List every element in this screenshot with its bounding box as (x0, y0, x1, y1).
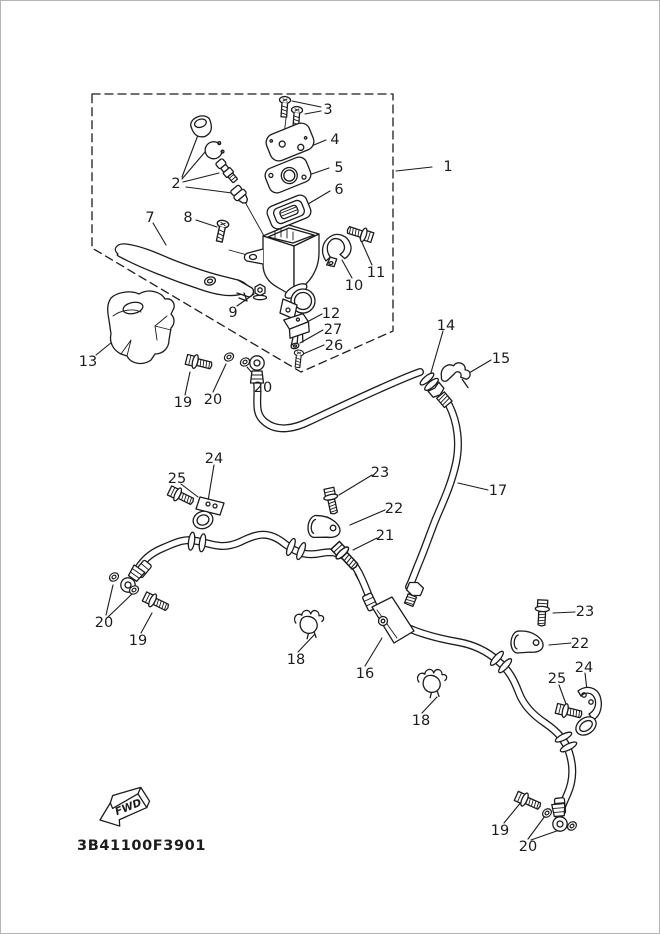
union-bolt-19 (185, 353, 214, 373)
callout-9: 9 (228, 305, 238, 321)
callout-14: 14 (436, 318, 456, 334)
callout-5: 5 (334, 160, 344, 176)
holder-bolt-23 (322, 487, 341, 515)
pipe-clamp-15 (440, 360, 472, 388)
handlebar-clamp-10 (320, 232, 354, 268)
diagram-canvas (1, 1, 660, 934)
fwd-arrow (93, 783, 154, 832)
brake-switch-12 (283, 313, 312, 346)
hose-holder-22 (510, 630, 544, 655)
callout-12: 12 (321, 306, 341, 322)
callout-27: 27 (323, 322, 343, 338)
lever-pivot-screw-8 (214, 219, 230, 242)
callout-19: 19 (128, 633, 148, 649)
pipe-joint-fitting (402, 580, 425, 608)
copper-washer-20 (541, 807, 553, 819)
bracket-bolt-25 (166, 484, 196, 508)
holder-bolt-23 (534, 600, 549, 627)
callout-25: 25 (167, 471, 187, 487)
part-code: 3B41100F3901 (77, 838, 207, 854)
callout-20: 20 (94, 615, 114, 631)
callout-23: 23 (370, 465, 390, 481)
brake-pipe-17 (409, 405, 458, 587)
callout-19: 19 (173, 395, 193, 411)
callout-3: 3 (323, 102, 333, 118)
callout-20: 20 (518, 839, 538, 855)
brake-hose-lower-right (406, 627, 572, 816)
callout-26: 26 (324, 338, 344, 354)
callout-17: 17 (488, 483, 508, 499)
callout-4: 4 (330, 132, 340, 148)
spring-clamp-18 (417, 667, 450, 699)
callout-19: 19 (490, 823, 510, 839)
banjo-eye-master-cylinder (250, 356, 264, 383)
callout-20: 20 (253, 380, 273, 396)
brake-hose-upper (257, 372, 420, 428)
callout-23: 23 (575, 604, 595, 620)
callout-18: 18 (411, 713, 431, 729)
callout-8: 8 (183, 210, 193, 226)
callout-25: 25 (547, 671, 567, 687)
callout-21: 21 (375, 528, 395, 544)
pivot-nut-9 (254, 284, 267, 300)
copper-washer-20 (108, 571, 120, 583)
brake-hose-lower-left (135, 535, 370, 599)
callout-1: 1 (443, 159, 453, 175)
union-bolt-19 (141, 590, 171, 614)
callout-numbers (79, 102, 594, 855)
union-bolt-19 (513, 790, 542, 813)
callout-10: 10 (344, 278, 364, 294)
master-cylinder-body (244, 225, 319, 319)
spring-clamp-18 (294, 608, 327, 640)
diaphragm-plate-5 (263, 155, 314, 196)
copper-washer-20 (239, 356, 251, 367)
callout-11: 11 (366, 265, 386, 281)
callout-24: 24 (574, 660, 594, 676)
callout-22: 22 (384, 501, 404, 517)
copper-washer-20 (566, 820, 578, 832)
callout-2: 2 (171, 176, 181, 192)
switch-screw-26 (293, 350, 304, 368)
callout-20: 20 (203, 392, 223, 408)
hose-bracket-24 (191, 497, 224, 531)
callout-6: 6 (334, 182, 344, 198)
hose-holder-22 (307, 514, 342, 541)
callout-13: 13 (78, 354, 98, 370)
callout-15: 15 (491, 351, 511, 367)
reservoir-cap-4 (263, 120, 316, 163)
fwd-label: FWD (113, 796, 144, 819)
callout-24: 24 (204, 451, 224, 467)
bracket-bolt-25 (555, 702, 584, 722)
lever-holder-13 (108, 291, 174, 363)
copper-washer-20 (223, 351, 235, 362)
callout-7: 7 (145, 210, 155, 226)
callout-18: 18 (286, 652, 306, 668)
reservoir-cap-screw (278, 96, 290, 117)
callout-16: 16 (355, 666, 375, 682)
callout-22: 22 (570, 636, 590, 652)
